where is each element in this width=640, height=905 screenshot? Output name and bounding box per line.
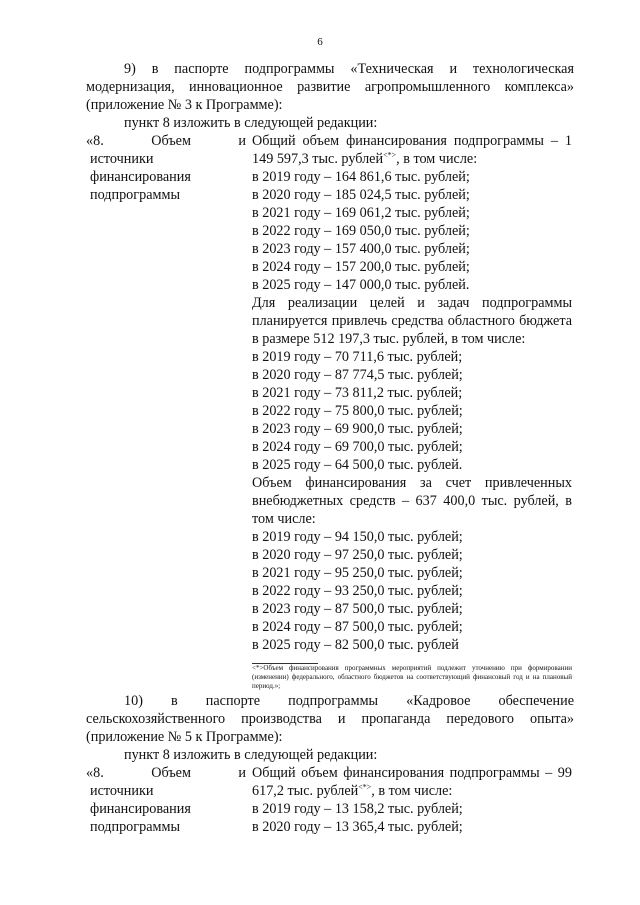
- page-number: 6: [317, 36, 323, 48]
- total-financing: Общий объем финансирования подпрограммы – 1 149 597,3 тыс. рублей<*>, в том числе:: [252, 133, 572, 167]
- years-regional-list: [252, 348, 572, 474]
- label-sources: источники: [90, 783, 154, 799]
- year-line: в 2019 году – 70 711,6 тыс. рублей;: [252, 349, 463, 365]
- label-volume: Объем: [151, 133, 191, 149]
- year-line: в 2020 году – 87 774,5 тыс. рублей;: [252, 367, 463, 383]
- footnote-mark: <*>: [383, 150, 397, 160]
- year-line: в 2019 году – 94 150,0 тыс. рублей;: [252, 529, 463, 545]
- label-subprogram: подпрограммы: [90, 187, 180, 203]
- year-line: в 2021 году – 73 811,2 тыс. рублей;: [252, 385, 463, 401]
- year-line: в 2023 году – 157 400,0 тыс. рублей;: [252, 241, 470, 257]
- year-line: в 2022 году – 75 800,0 тыс. рублей;: [252, 403, 463, 419]
- item10-right-cell: [252, 764, 572, 836]
- year-line: в 2022 году – 93 250,0 тыс. рублей;: [252, 583, 463, 599]
- year-line: в 2023 году – 87 500,0 тыс. рублей;: [252, 601, 463, 617]
- label-financing: финансирования: [90, 169, 191, 185]
- year-line: в 2025 году – 147 000,0 тыс. рублей.: [252, 277, 470, 293]
- year-line: в 2024 году – 69 700,0 тыс. рублей;: [252, 439, 463, 455]
- year-line: в 2020 году – 97 250,0 тыс. рублей;: [252, 547, 463, 563]
- years-extrabudget-list: [252, 528, 572, 654]
- year-line: в 2021 году – 95 250,0 тыс. рублей;: [252, 565, 463, 581]
- regional-budget-text: Для реализации целей и задач подпрограммы планируется привлечь средства областного бюджета в размере 512 197,3 тыс. рублей, в том числе:: [252, 295, 572, 347]
- years-total-list: [252, 168, 572, 294]
- year-line: в 2025 году – 64 500,0 тыс. рублей.: [252, 457, 463, 473]
- year-line: в 2024 году – 87 500,0 тыс. рублей;: [252, 619, 463, 635]
- item9-instruction: пункт 8 изложить в следующей редакции:: [124, 115, 378, 131]
- item9-left-cell: [86, 132, 246, 204]
- year-line: в 2022 году – 169 050,0 тыс. рублей;: [252, 223, 470, 239]
- label-subprogram: подпрограммы: [90, 819, 180, 835]
- year-line: в 2021 году – 169 061,2 тыс. рублей;: [252, 205, 470, 221]
- year-line: в 2020 году – 13 365,4 тыс. рублей;: [252, 819, 463, 835]
- year-line: в 2020 году – 185 024,5 тыс. рублей;: [252, 187, 470, 203]
- footnote: <*>Объем финансирования программных мероприятий подлежит уточнению при формировании (изменении) федерального, областного бюджетов на соответствующий финансовый год и на плановый период.»;: [252, 664, 572, 690]
- total-financing: Общий объем финансирования подпрограммы – 99 617,2 тыс. рублей<*>, в том числе:: [252, 765, 572, 799]
- year-line: в 2019 году – 13 158,2 тыс. рублей;: [252, 801, 463, 817]
- extrabudget-text: Объем финансирования за счет привлеченных внебюджетных средств – 637 400,0 тыс. рублей, в том числе:: [252, 475, 572, 527]
- label-volume: Объем: [151, 765, 191, 781]
- item10-left-cell: [86, 764, 246, 836]
- year-line: в 2019 году – 164 861,6 тыс. рублей;: [252, 169, 470, 185]
- year-line: в 2024 году – 157 200,0 тыс. рублей;: [252, 259, 470, 275]
- item9-right-cell: [252, 132, 572, 654]
- label-financing: финансирования: [90, 801, 191, 817]
- item9-intro: 9) в паспорте подпрограммы «Техническая и технологическая модернизация, инновационное развитие агропромышленного комплекса» (приложение № 3 к Программе):: [86, 61, 574, 113]
- label-and: и: [238, 765, 246, 781]
- label-and: и: [238, 133, 246, 149]
- year-line: в 2023 году – 69 900,0 тыс. рублей;: [252, 421, 463, 437]
- year-line: в 2025 году – 82 500,0 тыс. рублей: [252, 637, 459, 653]
- item10-instruction: пункт 8 изложить в следующей редакции:: [124, 747, 378, 763]
- item-number: «8.: [86, 765, 104, 781]
- footnote-mark: <*>: [358, 782, 372, 792]
- item-number: «8.: [86, 133, 104, 149]
- item10-intro: 10) в паспорте подпрограммы «Кадровое обеспечение сельскохозяйственного производства и пропаганда передового опыта» (приложение № 5 к Программе):: [86, 693, 574, 745]
- years-total-list: [252, 800, 572, 836]
- label-sources: источники: [90, 151, 154, 167]
